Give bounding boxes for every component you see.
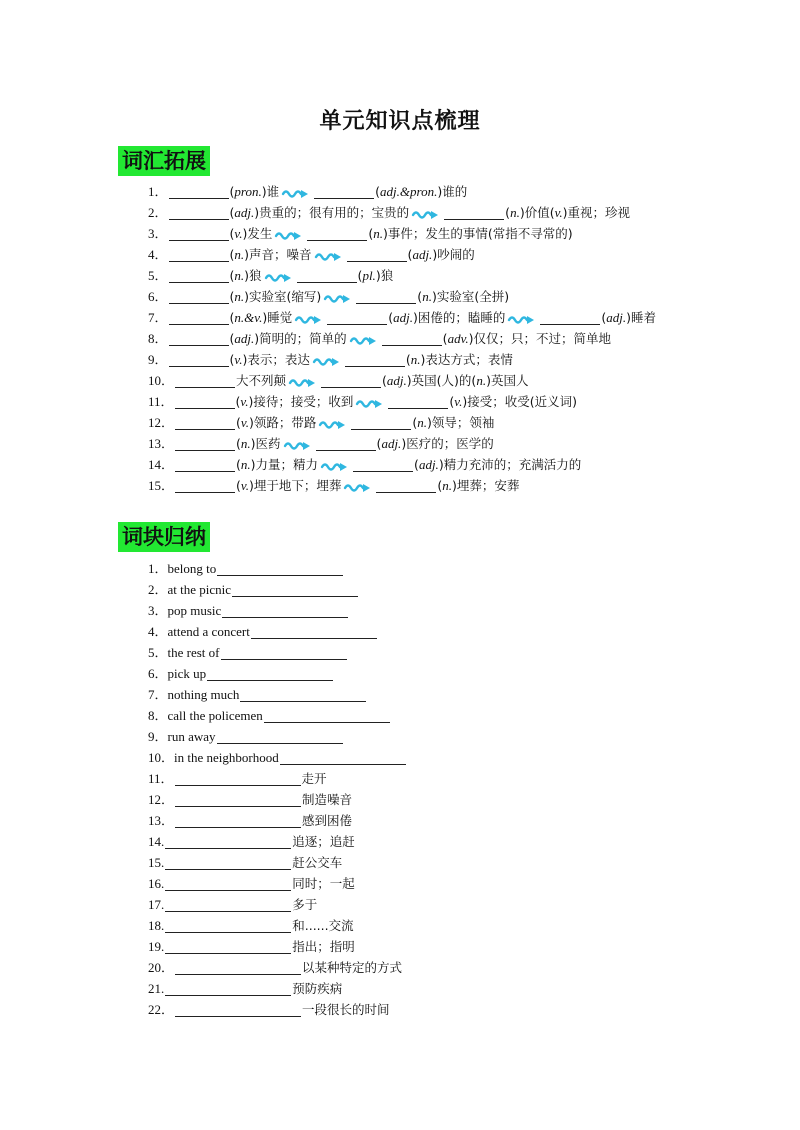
vocab-item <box>148 181 656 202</box>
part-of-speech: n. <box>373 226 383 241</box>
vocab-item <box>148 454 656 475</box>
answer-blank[interactable] <box>540 310 600 325</box>
part-of-speech: n. <box>476 373 487 388</box>
wavy-arrow-icon <box>507 311 537 325</box>
wavy-arrow-icon <box>294 311 324 325</box>
vocab-item <box>148 307 656 328</box>
meaning: )医疗的；医学的 <box>401 436 494 451</box>
answer-blank[interactable] <box>307 226 367 241</box>
answer-blank[interactable] <box>169 226 229 241</box>
phrase-item <box>148 747 407 768</box>
meaning: )困倦的；瞌睡的 <box>412 310 506 325</box>
item-number: 12． <box>148 792 175 807</box>
phrase-text: pop music <box>167 603 222 618</box>
paren: ( <box>229 247 235 262</box>
phrase-item <box>148 852 407 873</box>
answer-blank[interactable] <box>353 457 413 472</box>
item-number: 10． <box>148 373 175 388</box>
part-of-speech: n. <box>417 415 427 430</box>
phrase-item <box>148 705 407 726</box>
item-number: 2． <box>148 582 168 597</box>
answer-blank[interactable] <box>222 603 348 618</box>
phrase-item <box>148 789 407 810</box>
paren: ( <box>229 184 235 199</box>
meaning: )狼 <box>375 268 394 283</box>
answer-blank[interactable] <box>280 750 406 765</box>
meaning: )狼 <box>244 268 262 283</box>
part-of-speech: adj. <box>381 436 402 451</box>
paren: ( <box>236 478 241 493</box>
paren: ( <box>449 394 455 409</box>
meaning: )接受；收受(近义词) <box>462 394 577 409</box>
part-of-speech: n. <box>422 289 432 304</box>
phrase-item <box>148 894 407 915</box>
paren: ( <box>407 247 413 262</box>
answer-blank[interactable] <box>169 205 229 220</box>
part-of-speech: n. <box>510 205 520 220</box>
part-of-speech: n. <box>234 289 245 304</box>
vocab-item <box>148 244 656 265</box>
item-number: 22． <box>148 1002 175 1017</box>
phrase-text: attend a concert <box>167 624 250 639</box>
answer-blank[interactable] <box>232 582 358 597</box>
paren: ( <box>388 310 394 325</box>
phrase-meaning: 制造噪音 <box>302 792 353 807</box>
part-of-speech: n. <box>234 268 245 283</box>
phrase-meaning: 和......交流 <box>292 918 354 933</box>
meaning: )贵重的；很有用的；宝贵的 <box>254 205 410 220</box>
answer-blank[interactable] <box>165 834 291 849</box>
phrase-text: nothing much <box>167 687 240 702</box>
phrase-item <box>148 621 407 642</box>
phrase-item <box>148 726 407 747</box>
meaning: )简明的；简单的 <box>254 331 347 346</box>
wavy-arrow-icon <box>349 332 379 346</box>
phrase-meaning: 感到困倦 <box>302 813 353 828</box>
answer-blank[interactable] <box>347 247 407 262</box>
vocab-item <box>148 349 656 370</box>
meaning: )埋葬；安葬 <box>452 478 520 493</box>
vocab-item <box>148 433 656 454</box>
vocab-list <box>148 181 656 496</box>
answer-blank[interactable] <box>175 415 235 430</box>
paren: ( <box>382 373 387 388</box>
vocab-item <box>148 370 656 391</box>
answer-blank[interactable] <box>240 687 366 702</box>
meaning: )领路；带路 <box>248 415 317 430</box>
paren: ( <box>375 184 381 199</box>
meaning: )表示；表达 <box>242 352 310 367</box>
phrase-list <box>148 558 407 1020</box>
item-number: 5． <box>148 645 168 660</box>
part-of-speech: n. <box>234 247 245 262</box>
phrase-item <box>148 600 407 621</box>
answer-blank[interactable] <box>175 813 301 828</box>
answer-blank[interactable] <box>165 939 291 954</box>
answer-blank[interactable] <box>165 981 291 996</box>
wavy-arrow-icon <box>274 227 304 241</box>
phrase-item <box>148 936 407 957</box>
meaning: )声音；噪音 <box>244 247 312 262</box>
phrase-item <box>148 579 407 600</box>
item-number: 6． <box>148 289 168 304</box>
answer-blank[interactable] <box>345 352 405 367</box>
item-number: 17. <box>148 897 165 912</box>
paren: ( <box>368 226 374 241</box>
phrase-text: belong to <box>167 561 217 576</box>
vocab-section-heading: 词汇拓展 <box>118 146 210 176</box>
item-number: 3． <box>148 603 168 618</box>
vocab-item <box>148 202 656 223</box>
part-of-speech: v. <box>454 394 463 409</box>
phrase-section-heading: 词块归纳 <box>118 522 210 552</box>
wavy-arrow-icon <box>283 437 313 451</box>
paren: ( <box>417 289 423 304</box>
answer-blank[interactable] <box>175 960 301 975</box>
answer-blank[interactable] <box>175 373 235 388</box>
vocab-item <box>148 412 656 433</box>
part-of-speech: adj. <box>393 310 413 325</box>
item-number: 11． <box>148 394 174 409</box>
phrase-item <box>148 915 407 936</box>
answer-blank[interactable] <box>165 855 291 870</box>
answer-blank[interactable] <box>169 310 229 325</box>
meaning: )吵闹的 <box>432 247 475 262</box>
paren: ( <box>229 226 235 241</box>
meaning: )发生 <box>242 226 273 241</box>
wavy-arrow-icon <box>264 269 294 283</box>
answer-blank[interactable] <box>251 624 377 639</box>
item-number: 7． <box>148 687 168 702</box>
answer-blank[interactable] <box>169 289 229 304</box>
paren: ( <box>236 457 241 472</box>
phrase-item <box>148 810 407 831</box>
part-of-speech: pl. <box>362 268 376 283</box>
item-number: 18. <box>148 918 165 933</box>
paren: ( <box>229 352 235 367</box>
answer-blank[interactable] <box>165 876 291 891</box>
phrase-item <box>148 957 407 978</box>
item-number: 5． <box>148 268 168 283</box>
phrase-meaning: 一段很长的时间 <box>302 1002 390 1017</box>
answer-blank[interactable] <box>175 457 235 472</box>
item-number: 14． <box>148 457 175 472</box>
item-number: 6． <box>148 666 168 681</box>
item-number: 21. <box>148 981 165 996</box>
page-title: 单元知识点梳理 <box>319 109 481 134</box>
part-of-speech: adv. <box>447 331 469 346</box>
vocab-item <box>148 328 656 349</box>
phrase-item <box>148 768 407 789</box>
meaning: )表达方式；表情 <box>420 352 513 367</box>
meaning: )仅仅；只；不过；简单地 <box>468 331 612 346</box>
wavy-arrow-icon <box>411 206 441 220</box>
paren: ( <box>414 457 419 472</box>
item-number: 7． <box>148 310 168 325</box>
phrase-text: pick up <box>167 666 207 681</box>
wavy-arrow-icon <box>312 353 342 367</box>
answer-blank[interactable] <box>314 184 374 199</box>
item-number: 19. <box>148 939 165 954</box>
paren: ( <box>357 268 363 283</box>
answer-blank[interactable] <box>175 771 301 786</box>
wavy-arrow-icon <box>318 416 348 430</box>
answer-blank[interactable] <box>444 205 504 220</box>
meaning: )医药 <box>250 436 281 451</box>
phrase-item <box>148 684 407 705</box>
part-of-speech: v. <box>234 226 243 241</box>
item-number: 8． <box>148 708 168 723</box>
vocab-item <box>148 286 656 307</box>
paren: ( <box>601 310 607 325</box>
part-of-speech: v. <box>240 394 249 409</box>
meaning: )精力充沛的；充满活力的 <box>438 457 582 472</box>
phrase-item <box>148 663 407 684</box>
meaning: )重视；珍视 <box>562 205 631 220</box>
meaning: )埋于地下；埋葬 <box>248 478 342 493</box>
wavy-arrow-icon <box>281 185 311 199</box>
paren: ( <box>505 205 511 220</box>
item-number: 9． <box>148 729 168 744</box>
answer-blank[interactable] <box>169 247 229 262</box>
meaning: )谁 <box>261 184 280 199</box>
phrase-meaning: 多于 <box>292 897 318 912</box>
phrase-item <box>148 831 407 852</box>
answer-blank[interactable] <box>264 708 390 723</box>
meaning: )接待；接受；收到 <box>248 394 354 409</box>
answer-blank[interactable] <box>327 310 387 325</box>
phrase-meaning: 以某种特定的方式 <box>302 960 403 975</box>
paren: ( <box>437 478 443 493</box>
part-of-speech: adj. <box>234 331 255 346</box>
answer-blank[interactable] <box>356 289 416 304</box>
answer-blank[interactable] <box>169 352 229 367</box>
part-of-speech: adj. <box>386 373 407 388</box>
phrase-text: run away <box>167 729 216 744</box>
answer-blank[interactable] <box>297 268 357 283</box>
part-of-speech: v. <box>554 205 563 220</box>
answer-blank[interactable] <box>175 792 301 807</box>
meaning: )睡觉 <box>262 310 293 325</box>
vocab-item <box>148 391 656 412</box>
wavy-arrow-icon <box>288 374 318 388</box>
phrase-item <box>148 642 407 663</box>
answer-blank[interactable] <box>169 268 229 283</box>
vocab-item <box>148 223 656 244</box>
phrase-item <box>148 873 407 894</box>
answer-blank[interactable] <box>175 478 235 493</box>
item-number: 11． <box>148 771 174 786</box>
part-of-speech: n.&v. <box>234 310 263 325</box>
wavy-arrow-icon <box>320 458 350 472</box>
answer-blank[interactable] <box>376 478 436 493</box>
wavy-arrow-icon <box>314 248 344 262</box>
meaning: )实验室(全拼) <box>431 289 510 304</box>
answer-blank[interactable] <box>207 666 333 681</box>
answer-blank[interactable] <box>388 394 448 409</box>
vocab-item <box>148 475 656 496</box>
meaning: )英国(人)的( <box>406 373 477 388</box>
meaning: )实验室(缩写) <box>244 289 322 304</box>
answer-blank[interactable] <box>175 436 235 451</box>
item-number: 4． <box>148 247 168 262</box>
part-of-speech: pron. <box>234 184 262 199</box>
part-of-speech: n. <box>240 457 251 472</box>
phrase-meaning: 走开 <box>301 771 327 786</box>
paren: ( <box>412 415 418 430</box>
meaning: )价值( <box>519 205 555 220</box>
meaning: )睡着 <box>626 310 657 325</box>
answer-blank[interactable] <box>382 331 442 346</box>
phrase-meaning: 指出；指明 <box>292 939 355 954</box>
meaning: )谁的 <box>437 184 468 199</box>
part-of-speech: adj. <box>234 205 255 220</box>
paren: ( <box>376 436 382 451</box>
item-number: 14. <box>148 834 165 849</box>
answer-blank[interactable] <box>351 415 411 430</box>
item-number: 13． <box>148 436 175 451</box>
item-number: 8． <box>148 331 168 346</box>
paren: ( <box>236 436 241 451</box>
part-of-speech: v. <box>240 478 249 493</box>
phrase-meaning: 追逐；追赶 <box>292 834 355 849</box>
meaning: 大不列颠 <box>236 373 287 388</box>
answer-blank[interactable] <box>169 184 229 199</box>
answer-blank[interactable] <box>316 436 376 451</box>
paren: ( <box>229 268 235 283</box>
wavy-arrow-icon <box>323 290 353 304</box>
part-of-speech: adj. <box>606 310 627 325</box>
item-number: 13． <box>148 813 175 828</box>
part-of-speech: adj. <box>412 247 433 262</box>
paren: ( <box>235 394 241 409</box>
item-number: 16. <box>148 876 165 891</box>
answer-blank[interactable] <box>221 645 347 660</box>
meaning: )事件；发生的事情(常指不寻常的) <box>383 226 573 241</box>
part-of-speech: adj. <box>418 457 439 472</box>
meaning: )领导；领袖 <box>427 415 495 430</box>
paren: ( <box>236 415 241 430</box>
paren: ( <box>442 331 448 346</box>
item-number: 4． <box>148 624 168 639</box>
paren: ( <box>229 289 235 304</box>
phrase-item <box>148 978 407 999</box>
meaning: )英国人 <box>486 373 529 388</box>
phrase-meaning: 预防疾病 <box>292 981 343 996</box>
phrase-text: at the picnic <box>167 582 232 597</box>
item-number: 1． <box>148 184 168 199</box>
paren: ( <box>229 205 235 220</box>
item-number: 1． <box>148 561 168 576</box>
phrase-meaning: 赶公交车 <box>292 855 343 870</box>
answer-blank[interactable] <box>217 729 343 744</box>
item-number: 9． <box>148 352 168 367</box>
paren: ( <box>229 310 235 325</box>
vocab-item <box>148 265 656 286</box>
phrase-meaning: 同时；一起 <box>292 876 355 891</box>
wavy-arrow-icon <box>355 395 385 409</box>
item-number: 15. <box>148 855 165 870</box>
phrase-item <box>148 558 407 579</box>
answer-blank[interactable] <box>169 331 229 346</box>
part-of-speech: n. <box>240 436 251 451</box>
answer-blank[interactable] <box>321 373 381 388</box>
part-of-speech: adj.&pron. <box>380 184 438 199</box>
paren: ( <box>229 331 235 346</box>
answer-blank[interactable] <box>175 394 235 409</box>
item-number: 3． <box>148 226 168 241</box>
item-number: 2． <box>148 205 168 220</box>
part-of-speech: n. <box>410 352 421 367</box>
phrase-text: in the neighborhood <box>174 750 279 765</box>
answer-blank[interactable] <box>217 561 343 576</box>
part-of-speech: n. <box>442 478 452 493</box>
part-of-speech: v. <box>234 352 243 367</box>
item-number: 15． <box>148 478 175 493</box>
phrase-text: the rest of <box>167 645 220 660</box>
item-number: 10． <box>148 750 175 765</box>
item-number: 20． <box>148 960 175 975</box>
wavy-arrow-icon <box>343 479 373 493</box>
item-number: 12． <box>148 415 175 430</box>
answer-blank[interactable] <box>165 897 291 912</box>
phrase-item <box>148 999 407 1020</box>
answer-blank[interactable] <box>165 918 291 933</box>
answer-blank[interactable] <box>175 1002 301 1017</box>
part-of-speech: v. <box>240 415 249 430</box>
meaning: )力量；精力 <box>250 457 319 472</box>
phrase-text: call the policemen <box>167 708 263 723</box>
paren: ( <box>405 352 411 367</box>
